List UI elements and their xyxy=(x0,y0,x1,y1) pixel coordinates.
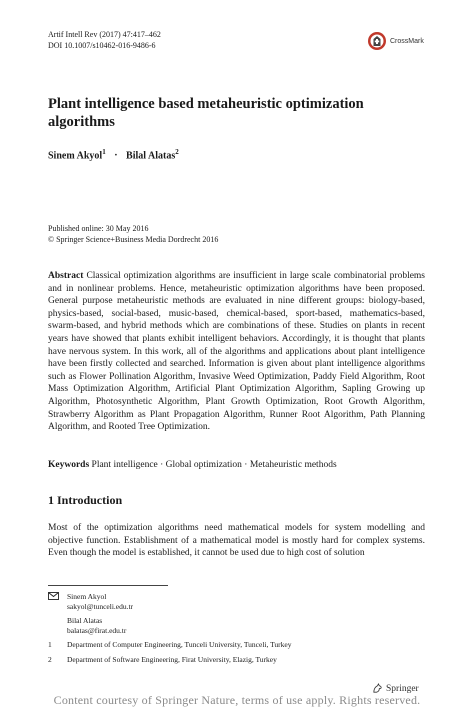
footnote-rule xyxy=(48,585,168,586)
correspondence-name: Sinem Akyol xyxy=(67,592,107,601)
published-date: Published online: 30 May 2016 xyxy=(48,224,149,233)
keywords-text: Plant intelligence · Global optimization · Metaheuristic methods xyxy=(91,460,337,470)
correspondence-email[interactable]: balatas@firat.edu.tr xyxy=(67,626,127,635)
affiliation-text: Department of Software Engineering, Firat University, Elazig, Turkey xyxy=(67,655,277,664)
envelope-icon xyxy=(48,592,59,602)
author-name[interactable]: Sinem Akyol xyxy=(48,150,103,162)
keywords-label: Keywords xyxy=(48,460,90,470)
paper-title: Plant intelligence based metaheuristic optimization algorithms xyxy=(48,96,364,130)
affiliation-ref: 1 xyxy=(102,148,106,156)
doi[interactable]: DOI 10.1007/s10462-016-9486-6 xyxy=(48,41,156,50)
courtesy-watermark: Content courtesy of Springer Nature, terms of use apply. Rights reserved. xyxy=(53,693,421,707)
publication-info xyxy=(48,223,218,245)
author-list xyxy=(48,148,179,161)
affiliation-text: Department of Computer Engineering, Tunceli University, Tunceli, Turkey xyxy=(67,640,292,649)
crossmark-badge[interactable] xyxy=(367,30,437,52)
author-name[interactable]: Bilal Alatas xyxy=(126,150,176,162)
keywords xyxy=(48,459,425,472)
affiliation-ref: 2 xyxy=(175,148,179,156)
correspondence-email[interactable]: sakyol@tunceli.edu.tr xyxy=(67,602,134,611)
corresponding-author xyxy=(67,592,133,612)
correspondence-name: Bilal Alatas xyxy=(67,616,103,625)
abstract-label: Abstract xyxy=(48,271,84,281)
publisher-name: Springer xyxy=(386,683,419,694)
journal-citation: Artif Intell Rev (2017) 47:417–462 xyxy=(48,30,161,39)
crossmark-label: CrossMark xyxy=(390,37,424,45)
affiliation-number: 1 xyxy=(48,640,52,649)
crossmark-icon xyxy=(367,31,387,51)
abstract-text: Classical optimization algorithms are insufficient in large scale combinatorial problems and in nonlinear problems. Hence, metaheuristic optimization algorithms have been proposed. General purpose metaheuristic methods are evaluated in nine different groups: biology-based, physics-based, social-based, music-based, chemical-based, sport-based, mathematics-based, swarm-based, and hybrid methods which are combinations of these. Studies on plants in recent years have showed that plants exhibit intelligent behaviors. Accordingly, it is thought that plants have nervous system. In this work, all of the algorithms and applications about plant intelligence have been firstly collected and searched. Information is given about plant intelligence algorithms such as Flower Pollination Algorithm, Invasive Weed Optimization, Paddy Field Algorithm, Root Mass Optimization Algorithm, Artificial Plant Optimization Algorithm, Sapling Growing up Algorithm, Photosynthetic Algorithm, Plant Growth Optimization, Root Growth Algorithm, Strawberry Algorithm as Plant Propagation Algorithm, Runner Root Algorithm, Path Planning Algorithm, and Rooted Tree Optimization. xyxy=(48,271,426,433)
section-body: Most of the optimization algorithms need mathematical models for system modelling and objective function. Establishment of a mathematical model is mostly hard for complex systems. Even though the model is established, it cannot be used due to high cost of solution xyxy=(48,523,425,559)
copyright: © Springer Science+Business Media Dordrecht 2016 xyxy=(48,235,219,244)
section-heading: 1 Introduction xyxy=(48,493,123,507)
abstract xyxy=(48,270,425,434)
author-separator: · xyxy=(114,150,118,162)
journal-header xyxy=(48,29,161,51)
second-author-contact xyxy=(67,616,126,636)
affiliation-number: 2 xyxy=(48,655,52,664)
